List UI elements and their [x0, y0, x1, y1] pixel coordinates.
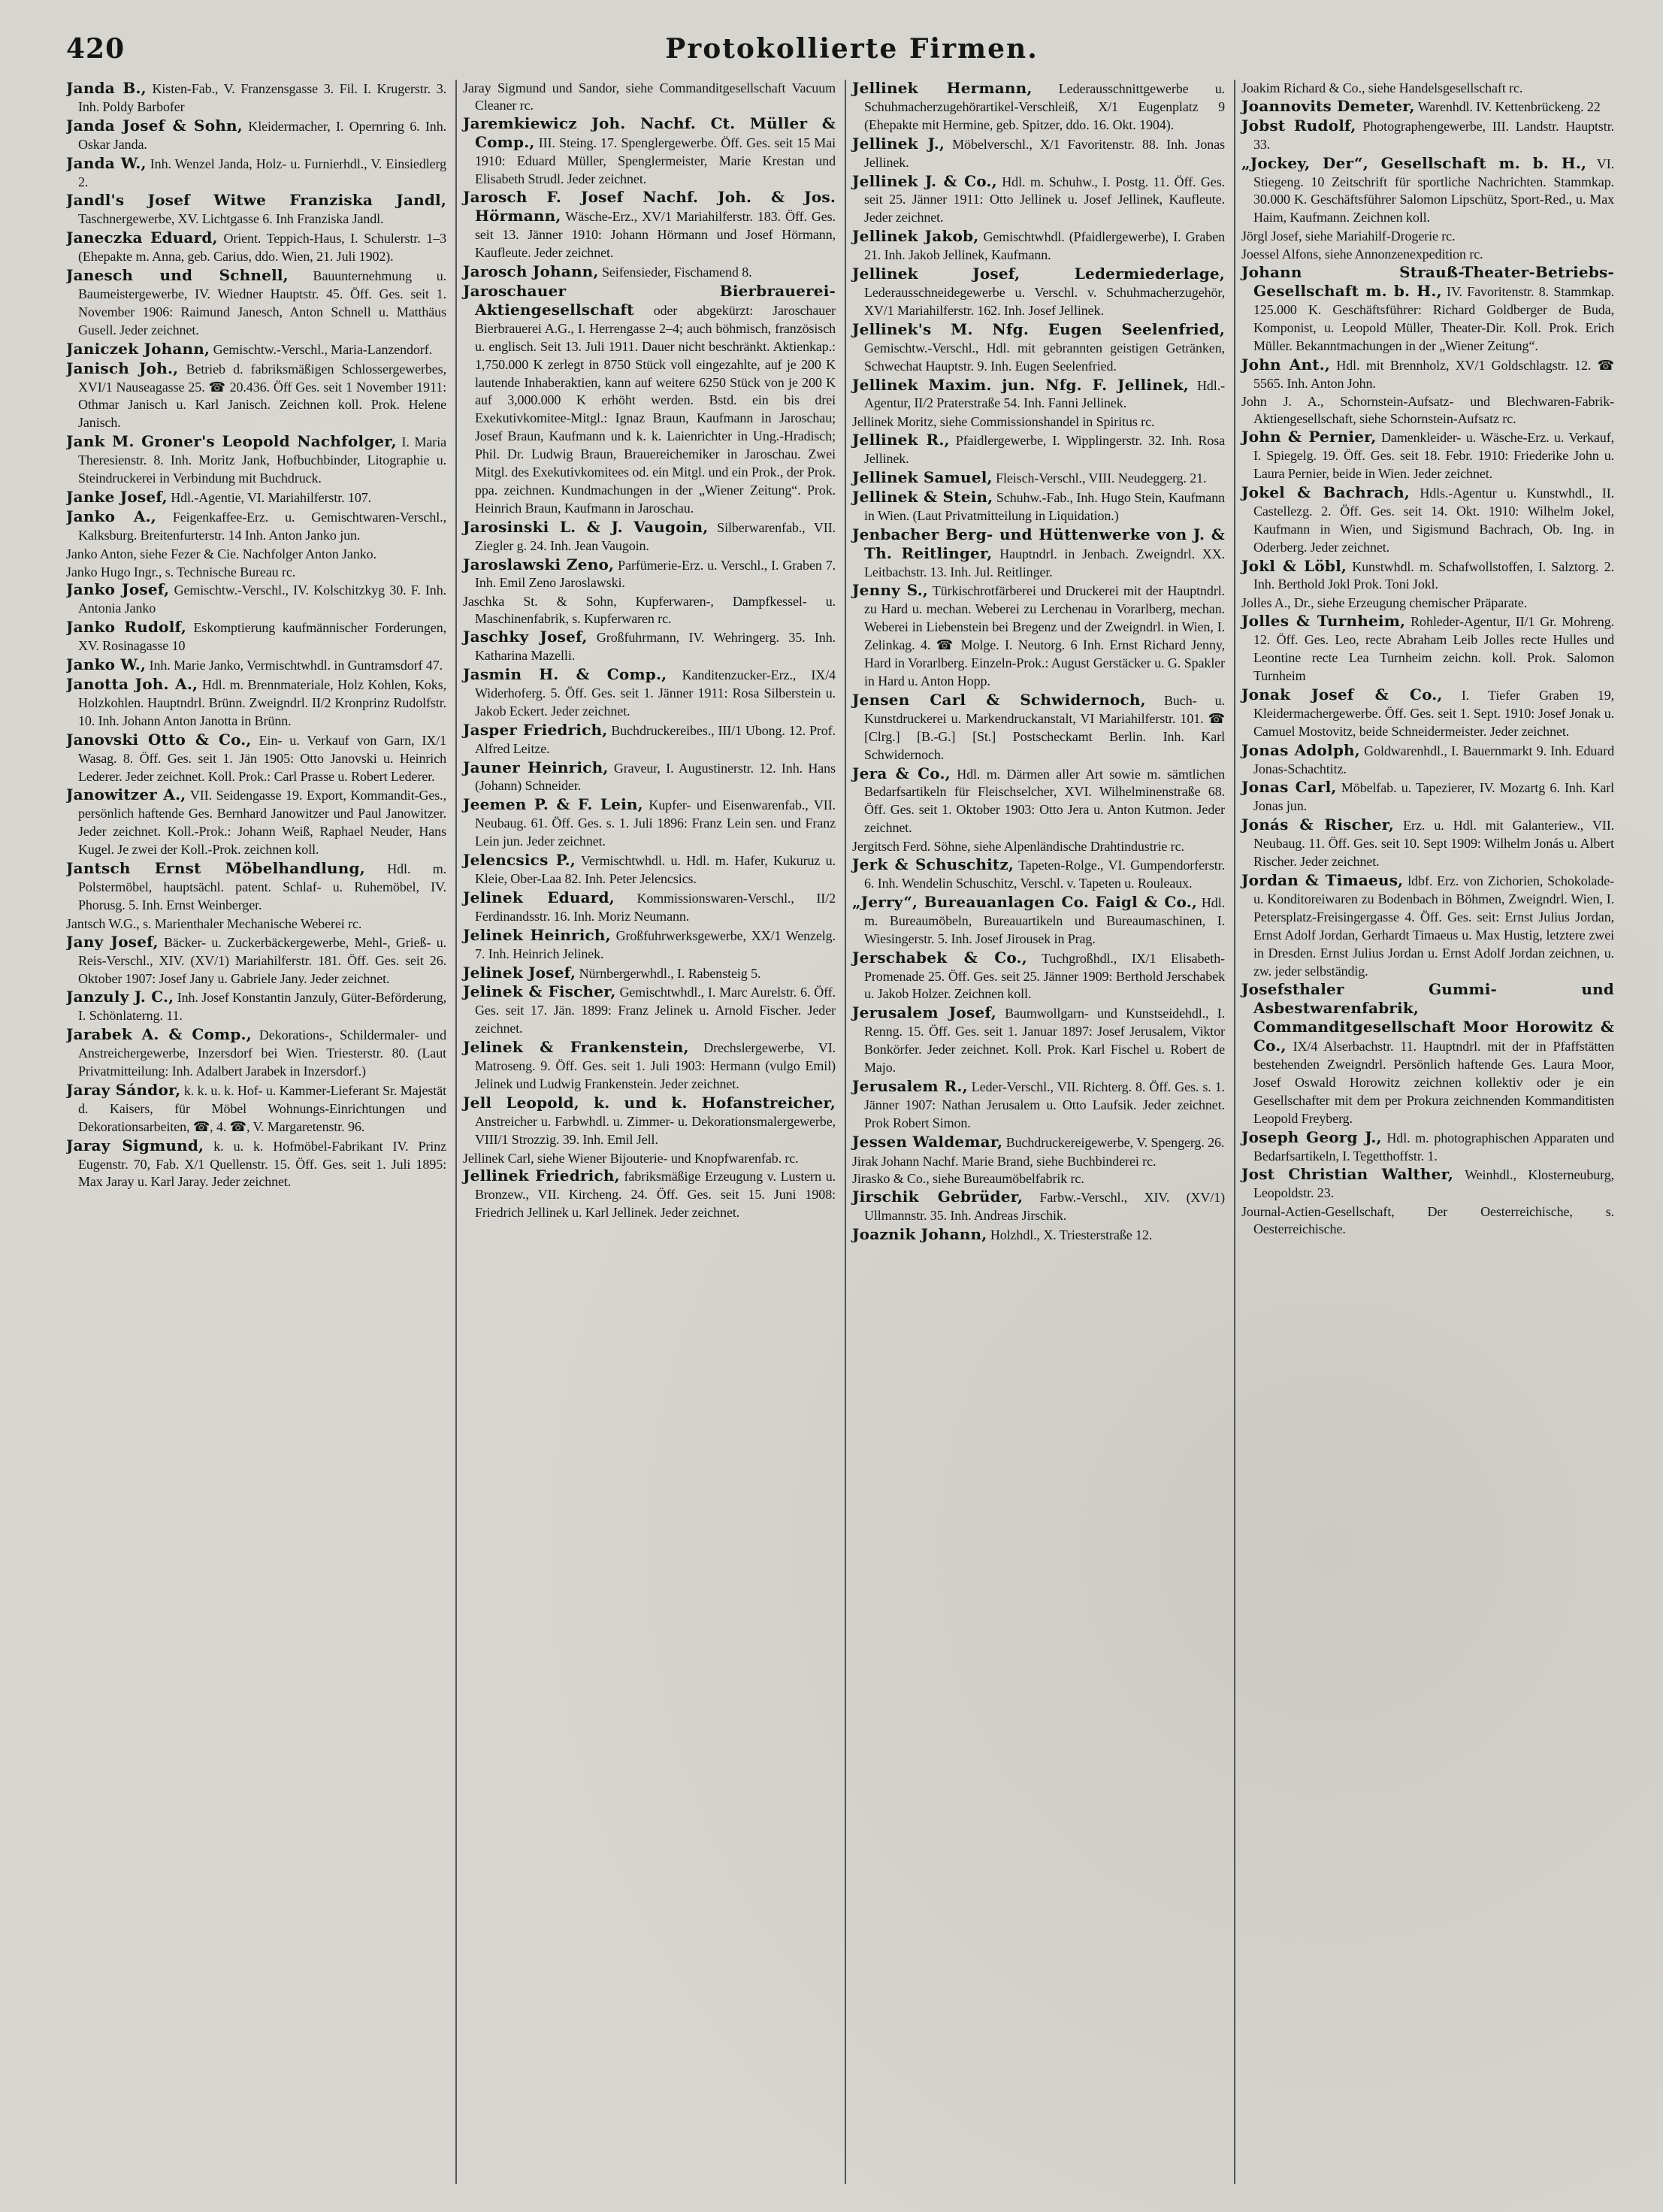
firm-name: Jirschik Gebrüder,	[852, 1188, 1024, 1206]
firm-name: Jokel & Bachrach,	[1241, 483, 1411, 501]
firm-details: Hdl. m. Bureaumöbeln, Bureauartikeln und Bureaumaschinen, I. Wiesingerstr. 5. Inh. Josef Jirousek in Prag.	[864, 894, 1225, 946]
firm-details: Buch- u. Kunstdruckerei u. Markendruckanstalt, VI Mariahilferstr. 101. ☎ [Clrg.] [B.-G.] [St.] Postscheckamt Berlin. Inh. Karl Schwidernoch.	[864, 692, 1225, 762]
firm-details: Goldwarenhdl., I. Bauernmarkt 9. Inh. Eduard Jonas-Schachtitz.	[1253, 743, 1614, 776]
firm-entry	[66, 340, 446, 359]
firm-details: Hdl. m. photographischen Apparaten und Bedarfsartikeln, I. Tegetthoffstr. 1.	[1253, 1130, 1614, 1163]
firm-name: Jaroschauer Bierbrauerei-Aktiengesellschaft	[463, 281, 836, 319]
firm-entry	[852, 1133, 1225, 1152]
firm-entry: Jörgl Josef, siehe Mariahilf-Drogerie rc.	[1241, 228, 1456, 244]
firm-name: Jaremkiewicz Joh. Nachf. Ct. Müller & Comp.,	[463, 113, 836, 151]
firm-name: Jarabek A. & Comp.,	[66, 1025, 252, 1044]
firm-entry	[66, 1137, 446, 1192]
firm-details: Kommissionswaren-Verschl., II/2 Ferdinandsstr. 16. Inh. Moriz Neumann.	[475, 890, 836, 924]
firm-entry	[852, 856, 1225, 893]
column-4	[1234, 80, 1614, 2184]
firm-details: Hauptndrl. in Jenbach. Zweigndrl. XX. Leitbachstr. 13. Inh. Jul. Reitlinger.	[864, 546, 1225, 579]
firm-details: Gemischtwhdl. (Pfaidlergewerbe), I. Graben 21. Inh. Jakob Jellinek, Kaufmann.	[864, 229, 1225, 263]
firm-name: John Ant.,	[1241, 355, 1331, 374]
firm-name: Jellinek's M. Nfg. Eugen Seelenfried,	[852, 319, 1225, 338]
firm-name: Jonak Josef & Co.,	[1241, 685, 1443, 704]
firm-entry	[852, 489, 1225, 525]
firm-entry	[852, 1078, 1225, 1133]
firm-name: Jelencsics P.,	[463, 851, 576, 870]
firm-name: Jelinek & Fischer,	[463, 982, 616, 1001]
firm-details: oder abgekürzt: Jaroschauer Bierbrauerei A.G., I. Herrengasse 2–4; auch böhmisch, französisch u. englisch. Seit 13. Juli 1911. Dauer nicht beschränkt. Aktienkap.: 1,750.000 K zerlegt in 8750 Stück voll eingezahlte, auf je 200 K lautende Inhaberaktien, kann auf weitere 6250 Stück von je 200 K auf 3,000.000 K erhöht werden. Bstd. ein bis drei Exekutivkomitee-Mitgl.: Ignaz Braun, Kaufmann in Jaroschau; Josef Braun, Kaufmann und k. k. Laienrichter in Ung.-Hradisch; Phil. Dr. Ludwig Braun, Brauereichemiker in Jaroschau. Zwei Mitgl. des Exekutivkomitees od. ein Mitgl. und ein Prok., der Prok. ppa. zeichnen. Kundmachungen in der „Wiener Zeitung“. Prok. Heinrich Braun, Kaufmann in Jaroschau.	[475, 302, 836, 516]
firm-details: Inh. Wenzel Janda, Holz- u. Furnierhdl., V. Einsiedlerg 2.	[78, 156, 446, 189]
firm-entry	[1241, 117, 1614, 154]
firm-name: Jenbacher Berg- und Hüttenwerke von J. & Th. Reitlinger,	[852, 525, 1225, 562]
firm-details: Wäsche-Erz., XV/1 Mariahilferstr. 183. Öff. Ges. seit 13. Jänner 1910: Johann Hörmann und Josef Hörmann, Kaufleute. Jeder zeichnet.	[475, 209, 836, 261]
firm-name: Jaroslawski Zeno,	[463, 555, 615, 573]
firm-entry	[852, 582, 1225, 690]
firm-entry	[1241, 1129, 1614, 1166]
firm-details: Eskomptierung kaufmännischer Forderungen, XV. Rosinagasse 10	[78, 620, 446, 654]
firm-entry	[463, 722, 836, 758]
firm-entry	[1241, 1166, 1614, 1203]
firm-entry	[463, 519, 836, 555]
firm-name: Janeczka Eduard,	[66, 228, 218, 247]
firm-entry	[66, 192, 446, 228]
firm-name: Janko A.,	[66, 507, 156, 525]
firm-name: Janiczek Johann,	[66, 339, 210, 358]
firm-entry	[66, 860, 446, 915]
firm-entry: Jaray Sigmund und Sandor, siehe Commanditgesellschaft Vacuum Cleaner rc.	[463, 80, 836, 113]
firm-details: Nürnbergerwhdl., I. Rabensteig 5.	[576, 965, 761, 981]
firm-entry	[1241, 779, 1614, 816]
firm-name: Jaray Sándor,	[66, 1080, 181, 1099]
firm-entry	[852, 1226, 1225, 1245]
firm-name: Jauner Heinrich,	[463, 758, 609, 776]
firm-details: Holzhdl., X. Triesterstraße 12.	[987, 1227, 1153, 1243]
firm-entry	[463, 796, 836, 851]
column-2	[455, 80, 836, 2184]
firm-entry	[463, 889, 836, 926]
firm-name: Jellinek R.,	[852, 431, 950, 449]
firm-entry: Janko Hugo Ingr., s. Technische Bureau rc.	[66, 564, 296, 579]
firm-name: Jelinek Josef,	[463, 963, 576, 982]
firm-details: Kunstwhdl. m. Schafwollstoffen, I. Salztorg. 2. Inh. Berthold Jokl Prok. Toni Jokl.	[1253, 558, 1614, 592]
firm-details: k. u. k. Hofmöbel-Fabrikant IV. Prinz Eugenstr. 70, Fab. X/1 Quellenstr. 15. Öff. Ges. seit 1. Juli 1895: Max Jaray u. Karl Jaray. Jeder zeichnet.	[78, 1138, 446, 1190]
firm-entry	[852, 894, 1225, 949]
firm-details: I. Maria Theresienstr. 8. Inh. Moritz Jank, Hofbuchbinder, Litographie u. Steindruckerei in Verbindung mit Buchdruck.	[78, 434, 446, 486]
firm-details: Leder-Verschl., VII. Richterg. 8. Öff. Ges. s. 1. Jänner 1907: Nathan Jerusalem u. Otto Laufsik. Jeder zeichnet. Prok Robert Simon.	[864, 1079, 1225, 1130]
firm-details: Tuchgroßhdl., IX/1 Elisabeth-Promenade 25. Öff. Ges. seit 25. Jänner 1909: Berthold Jerschabek u. Jakob Holzer. Zeichnen koll.	[864, 950, 1225, 1002]
firm-name: Janda Josef & Sohn,	[66, 116, 243, 135]
firm-details: Hdl. m. Därmen aller Art sowie m. sämtlichen Bedarfsartikeln für Fleischselcher, XVI. Wilhelminenstraße 68. Öff. Ges. seit 1. Oktober 1903: Otto Jera u. Anton Kutmon. Jeder zeichnet.	[864, 766, 1225, 836]
page-number: 420	[66, 33, 125, 65]
firm-name: Jellinek Maxim. jun. Nfg. F. Jellinek,	[852, 375, 1189, 394]
firm-details: Vermischtwhdl. u. Hdl. m. Hafer, Kukuruz u. Kleie, Ober-Laa 82. Inh. Peter Jelencsics.	[475, 853, 836, 886]
firm-name: Jessen Waldemar,	[852, 1132, 1003, 1151]
firm-name: Jany Josef,	[66, 932, 159, 951]
firm-entry	[852, 377, 1225, 413]
firm-name: Joseph Georg J.,	[1241, 1127, 1382, 1146]
firm-entry	[463, 852, 836, 888]
firm-details: Feigenkaffee-Erz. u. Gemischtwaren-Verschl., Kalksburg. Breitenfurterstr. 14 Inh. Anton Janko jun.	[78, 509, 446, 543]
firm-name: Jasmin H. & Comp.,	[463, 665, 667, 683]
firm-name: Johann Strauß-Theater-Betriebs-Gesellschaft m. b. H.,	[1241, 263, 1614, 300]
firm-name: Jarosch Johann,	[463, 262, 599, 281]
firm-details: VII. Seidengasse 19. Export, Kommandit-Ges., persönlich haftende Ges. Bernhard Janowitzer und Paul Janowitzer. Jeder zeichnet. Koll.-Prok.: Johann Weiß, Raphael Neuder, Hans Kugel. Je zwei der Koll.-Prok. zeichnen koll.	[78, 788, 446, 858]
firm-details: Gemischtw.-Verschl., Maria-Lanzendorf.	[210, 341, 433, 357]
firm-entry	[463, 1039, 836, 1094]
firm-entry	[463, 115, 836, 189]
firm-entry	[66, 619, 446, 655]
firm-details: Seifensieder, Fischamend 8.	[598, 265, 752, 280]
firm-details: Warenhdl. IV. Kettenbrückeng. 22	[1414, 98, 1601, 114]
firm-details: Inh. Josef Konstantin Janzuly, Güter-Beförderung, I. Schönlaterng. 11.	[78, 990, 446, 1024]
firm-entry	[1241, 742, 1614, 779]
firm-details: Bauunternehmung u. Baumeistergewerbe, IV. Wiedner Hauptstr. 45. Öff. Ges. seit 1. November 1906: Raimund Janesch, Anton Schnell u. Matthäus Gusell. Jeder zeichnet.	[78, 268, 446, 337]
firm-name: Jonas Adolph,	[1241, 740, 1360, 759]
firm-details: Betrieb d. fabriksmäßigen Schlossergewerbes, XVI/1 Nauseagasse 25. ☎ 20.436. Öff Ges. seit 1 November 1911: Othmar Janisch u. Karl Janisch. Zeichnen koll. Prok. Helene Janisch.	[78, 361, 446, 431]
firm-entry	[463, 283, 836, 518]
firm-details: k. k. u. k. Hof- u. Kammer-Lieferant Sr. Majestät d. Kaisers, für Möbel Wohnungs-Einrichtungen und Dekorationsarbeiten, ☎, 4. ☎, V. Margaretenstr. 96.	[78, 1082, 446, 1134]
firm-details: Gemischtw.-Verschl., Hdl. mit gebrannten geistigen Getränken, Schwechat Hauptstr. 9. Inh. Eugen Seelenfried.	[864, 340, 1225, 374]
firm-details: Graveur, I. Augustinerstr. 12. Inh. Hans (Johann) Schneider.	[475, 760, 836, 794]
firm-name: Janzuly J. C.,	[66, 988, 174, 1006]
firm-entry	[1241, 981, 1614, 1127]
firm-details: Fleisch-Verschl., VIII. Neudeggerg. 21.	[992, 471, 1207, 486]
firm-entry	[463, 759, 836, 796]
firm-details: Hdl. m. Brennmateriale, Holz Kohlen, Koks, Holzkohlen. Hauptndrl. Brünn. Zweigndrl. II/2 Kronprinz Rudolfstr. 10. Inh. Johann Anton Janotta in Brünn.	[78, 677, 446, 728]
firm-details: Hdl. mit Brennholz, XV/1 Goldschlagstr. 12. ☎ 5565. Inh. Anton John.	[1253, 357, 1614, 391]
firm-entry	[66, 229, 446, 266]
firm-name: Jolles & Turnheim,	[1241, 612, 1406, 631]
firm-name: Jokl & Löbl,	[1241, 556, 1347, 575]
firm-entry	[852, 80, 1225, 135]
firm-details: Hdl.-Agentie, VI. Mariahilferstr. 107.	[167, 489, 372, 505]
firm-entry	[1241, 816, 1614, 871]
firm-details: Bäcker- u. Zuckerbäckergewerbe, Mehl-, Grieß- u. Reis-Verschl., XIV. (XV/1) Mariahilferstr. 181. Öff. Ges. seit 26. Oktober 1907: Josef Jany u. Gabriele Jany. Jeder zeichnet.	[78, 934, 446, 986]
firm-entry	[66, 581, 446, 618]
firm-name: Janowitzer A.,	[66, 785, 186, 804]
firm-details: Baumwollgarn- und Kunstseidehdl., I. Renng. 15. Öff. Ges. seit 1. Januar 1897: Josef Jerusalem, Viktor Bonkörfer. Jeder zeichnet. Koll. Prok. Karl Fischel u. Robert de Majo.	[864, 1006, 1225, 1076]
firm-entry: John J. A., Schornstein-Aufsatz- und Blechwaren-Fabrik-Aktiengesellschaft, siehe Schornstein-Aufsatz rc.	[1241, 394, 1614, 427]
firm-name: Jera & Co.,	[852, 764, 951, 782]
firm-entry	[463, 1094, 836, 1149]
firm-entry	[1241, 484, 1614, 557]
firm-name: Jell Leopold, k. und k. Hofanstreicher,	[463, 1093, 836, 1112]
firm-name: Jobst Rudolf,	[1241, 116, 1356, 135]
firm-name: Jellinek Josef, Ledermiederlage,	[852, 265, 1225, 283]
firm-details: ldbf. Erz. von Zichorien, Schokolade- u. Konditoreiwaren zu Bodenbach in Böhmen, Zweigndrl. Wien, I. Petersplatz-Freisingergasse 4. Öff. Ges. seit: Ernst Julius Jordan, Ernst Adolf Jordan, Gerhardt Timaeus u. Max Hustig, letztere zwei in Dresden. Ernst Julius Jordan u. Ernst Adolf Jordan zeichnen, u. zw. jeder selbständig.	[1253, 873, 1614, 979]
firm-entry	[852, 469, 1225, 488]
firm-details: Anstreicher u. Farbwhdl. u. Zimmer- u. Dekorationsmalergewerbe, VIII/1 Strozzig. 39. Inh. Emil Jell.	[475, 1113, 836, 1147]
firm-name: „Jockey, Der“, Gesellschaft m. b. H.,	[1241, 153, 1587, 172]
firm-entry: Jirasko & Co., siehe Bureaumöbelfabrik rc.	[852, 1171, 1084, 1187]
firm-name: Jenny S.,	[852, 581, 929, 600]
columns-container	[66, 80, 1637, 2184]
firm-details: Großfuhrwerksgewerbe, XX/1 Wenzelg. 7. Inh. Heinrich Jelinek.	[475, 927, 836, 961]
firm-name: Jelinek & Frankenstein,	[463, 1038, 689, 1057]
firm-name: John & Pernier,	[1241, 428, 1377, 446]
firm-details: Drechslergewerbe, VI. Matroseng. 9. Öff. Ges. seit 1. Juli 1903: Hermann (vulgo Emil) Jelinek und Ludwig Frankenstein. Jeder zeichnet.	[475, 1040, 836, 1091]
firm-details: Parfümerie-Erz. u. Verschl., I. Graben 7. Inh. Emil Zeno Jaroslawski.	[475, 557, 836, 591]
firm-details: Möbelfab. u. Tapezierer, IV. Mozartg 6. Inh. Karl Jonas jun.	[1253, 780, 1614, 814]
firm-name: Joaznik Johann,	[852, 1225, 987, 1244]
firm-entry	[66, 1082, 446, 1136]
firm-entry	[66, 1026, 446, 1081]
firm-entry	[1241, 428, 1614, 483]
firm-name: Jerusalem R.,	[852, 1076, 968, 1095]
firm-name: Janko Rudolf,	[66, 618, 187, 637]
firm-entry	[463, 189, 836, 262]
firm-name: Jensen Carl & Schwidernoch,	[852, 690, 1146, 709]
firm-entry	[1241, 98, 1614, 117]
firm-entry	[852, 949, 1225, 1004]
firm-name: Janke Josef,	[66, 487, 168, 506]
firm-details: Weinhdl., Klosterneuburg, Leopoldstr. 23.	[1253, 1167, 1614, 1201]
firm-details: Hdl. m. Polstermöbel, hauptsächl. patent. Schlaf- u. Ruhemöbel, IV. Phorusg. 5. Inh. Ernst Weinberger.	[78, 861, 446, 912]
firm-entry	[852, 173, 1225, 228]
firm-details: III. Steing. 17. Spenglergewerbe. Öff. Ges. seit 15 Mai 1910: Eduard Müller, Spenglermeister, Marie Krestan und Elisabeth Strudl. Jeder zeichnet.	[475, 135, 836, 186]
firm-details: fabriksmäßige Erzeugung v. Lustern u. Bronzew., VII. Kircheng. 24. Öff. Ges. seit 15. Juni 1908: Friedrich Jellinek u. Karl Jellinek. Jeder zeichnet.	[475, 1169, 836, 1221]
firm-name: Jank M. Groner's Leopold Nachfolger,	[66, 432, 397, 451]
firm-entry	[463, 666, 836, 721]
firm-details: Silberwarenfab., VII. Ziegler g. 24. Inh. Jean Vaugoin.	[475, 519, 836, 553]
firm-name: Janesch und Schnell,	[66, 266, 289, 285]
firm-entry	[463, 1167, 836, 1222]
firm-entry	[463, 628, 836, 665]
firm-entry	[1241, 356, 1614, 393]
firm-entry	[463, 983, 836, 1038]
firm-details: IV. Favoritenstr. 8. Stammkap. 125.000 K. Geschäftsführer: Richard Goldberger de Buda, Komponist, u. Leopold Müller, Theater-Dir. Koll. Prok. Erich Müller. Bekanntmachungen in der „Wiener Zeitung“.	[1253, 283, 1614, 353]
firm-details: Buchdruckereibes., III/1 Ubong. 12. Prof. Alfred Leitze.	[475, 722, 836, 756]
firm-details: Erz. u. Hdl. mit Galanteriew., VII. Neubaug. 11. Öff. Ges. seit 10. Sept 1909: Wilhelm Jonás u. Albert Rischer. Jeder zeichnet.	[1253, 818, 1614, 870]
firm-details: Taschnergewerbe, XV. Lichtgasse 6. Inh Franziska Jandl.	[78, 211, 384, 227]
firm-details: Türkischrotfärberei und Druckerei mit der Hauptndrl. zu Hard u. mechan. Weberei zu Lerchenau in Vorarlberg, mechan. Weberei in Liebenstein bei Bregenz und der Zweigndrl. in Wien, I. Zelinkag. 4. ☎ Molge. I. Neutorg. 6 Inh. Ernst Richard Jenny, Hard in Vorarlberg. Einzeln-Prok.: August Gerstäcker u. G. Spakler in Hard u. Anton Hopp.	[864, 583, 1225, 688]
firm-entry: Jantsch W.G., s. Marienthaler Mechanische Weberei rc.	[66, 915, 362, 931]
firm-name: Jonas Carl,	[1241, 778, 1337, 797]
firm-entry	[463, 263, 836, 282]
firm-details: Damenkleider- u. Wäsche-Erz. u. Verkauf, I. Spiegelg. 19. Öff. Ges. seit 18. Febr. 1910: Friederike John u. Laura Pernier, beide in Wien. Jeder zeichnet.	[1253, 430, 1614, 482]
firm-entry	[1241, 872, 1614, 980]
firm-name: Janisch Joh.,	[66, 359, 179, 377]
firm-details: IX/4 Alserbachstr. 11. Hauptndrl. mit der in Pfaffstätten bestehenden Zweigndrl. Persönlich haftende Ges. Laura Moor, Josef Oswald Horowitz zeichnen kollektiv oder je ein Gesellschafter mit dem per Prokura zeichnenden Kommanditisten Leopold Freyberg.	[1253, 1039, 1614, 1126]
firm-name: Jellinek J.,	[852, 134, 945, 153]
firm-details: Kanditenzucker-Erz., IX/4 Widerhoferg. 5. Öff. Ges. seit 1. Jänner 1911: Rosa Silberstein u. Jakob Eckert. Jeder zeichnet.	[475, 667, 836, 719]
firm-details: Buchdruckereigewerbe, V. Spengerg. 26.	[1002, 1134, 1225, 1150]
firm-entry	[852, 1004, 1225, 1077]
firm-name: Jellinek & Stein,	[852, 487, 993, 506]
firm-name: Jarosinski L. & J. Vaugoin,	[463, 517, 709, 536]
firm-name: Janovski Otto & Co.,	[66, 730, 252, 749]
firm-entry	[852, 431, 1225, 468]
firm-name: Jeemen P. & F. Lein,	[463, 795, 643, 814]
firm-name: Jellinek Samuel,	[852, 468, 993, 487]
firm-entry	[852, 265, 1225, 320]
firm-name: Joannovits Demeter,	[1241, 96, 1415, 115]
firm-name: Jaray Sigmund,	[66, 1136, 204, 1154]
firm-details: VI. Stiegeng. 10 Zeitschrift für sportliche Nachrichten. Stammkap. 30.000 K. Geschäftsführer Salomon Lipschütz, Sport-Red., u. Max Haim, Kaufmann. Zeichnen koll.	[1253, 156, 1614, 225]
firm-details: Farbw.-Verschl., XIV. (XV/1) Ullmannstr. 35. Inh. Andreas Jirschik.	[864, 1190, 1225, 1224]
firm-name: Jerusalem Josef,	[852, 1003, 996, 1022]
running-head-title: Protokollierte Firmen.	[665, 33, 1039, 65]
firm-entry	[1241, 613, 1614, 685]
firm-details: Hdl. m. Schuhw., I. Postg. 11. Öff. Ges. seit 25. Jänner 1911: Otto Jellinek u. Josef Jellinek, Kaufleute. Jeder zeichnet.	[864, 174, 1225, 225]
firm-name: Jelinek Heinrich,	[463, 925, 611, 944]
firm-name: Jellinek Jakob,	[852, 227, 979, 246]
column-3	[845, 80, 1225, 2184]
firm-name: Jandl's Josef Witwe Franziska Jandl,	[66, 191, 446, 210]
firm-name: Jerschabek & Co.,	[852, 948, 1027, 967]
firm-details: Pfaidlergewerbe, I. Wipplingerstr. 32. Inh. Rosa Jellinek.	[864, 433, 1225, 467]
firm-entry	[66, 676, 446, 731]
firm-details: Möbelverschl., X/1 Favoritenstr. 88. Inh. Jonas Jellinek.	[864, 136, 1225, 170]
firm-entry	[1241, 264, 1614, 356]
firm-entry	[66, 80, 446, 117]
firm-entry	[66, 786, 446, 859]
firm-details: Gemischtw.-Verschl., IV. Kolschitzkyg 30. F. Inh. Antonia Janko	[78, 583, 446, 616]
firm-entry	[463, 964, 836, 983]
firm-name: Jaschky Josef,	[463, 628, 588, 646]
firm-entry: Jirak Johann Nachf. Marie Brand, siehe Buchbinderei rc.	[852, 1153, 1157, 1169]
firm-entry	[66, 267, 446, 340]
firm-entry: Janko Anton, siehe Fezer & Cie. Nachfolger Anton Janko.	[66, 546, 376, 561]
firm-entry	[66, 155, 446, 192]
firm-details: Lederausschnittgewerbe u. Schuhmacherzugehörartikel-Verschleiß, X/1 Eugenplatz 9 (Ehepakte mit Hermine, geb. Spitzer, ddo. 16. Okt. 1904).	[864, 81, 1225, 132]
firm-entry	[852, 765, 1225, 838]
firm-details: Tapeten-Rolge., VI. Gumpendorferstr. 6. Inh. Wendelin Schuschitz, Verschl. v. Tapeten u. Rouleaux.	[864, 858, 1225, 891]
firm-name: Jordan & Timaeus,	[1241, 870, 1404, 889]
firm-name: Jellinek Friedrich,	[463, 1167, 620, 1185]
firm-name: Janko Josef,	[66, 580, 170, 599]
firm-entry: Joessel Alfons, siehe Annonzenexpedition rc.	[1241, 247, 1483, 262]
firm-entry	[852, 691, 1225, 764]
firm-entry	[66, 360, 446, 433]
firm-name: Janda W.,	[66, 153, 147, 172]
firm-entry: Journal-Actien-Gesellschaft, Der Oesterreichische, s. Oesterreichische.	[1241, 1204, 1614, 1237]
firm-details: Hdl.-Agentur, II/2 Praterstraße 54. Inh. Fanni Jellinek.	[864, 377, 1225, 411]
firm-entry	[852, 321, 1225, 376]
firm-details: Kisten-Fab., V. Franzensgasse 3. Fil. I. Krugerstr. 3. Inh. Poldy Barbofer	[78, 81, 446, 114]
column-1	[66, 80, 446, 2184]
firm-entry	[852, 135, 1225, 172]
firm-details: Photographengewerbe, III. Landstr. Hauptstr. 33.	[1253, 118, 1614, 152]
firm-details: Hdls.-Agentur u. Kunstwhdl., II. Castellezg. 2. Öff. Ges. seit 14. Okt. 1910: Wilhelm Jokel, Kaufmann in Wien, und Sigismund Bachrach, Ob. Ing. in Oderberg. Jeder zeichnet.	[1253, 485, 1614, 555]
firm-entry	[852, 228, 1225, 265]
firm-details: Ein- u. Verkauf von Garn, IX/1 Wasag. 8. Öff. Ges. seit 1. Jän 1905: Otto Janovski u. Heinrich Lederer. Jeder zeichnet. Koll. Prok.: Carl Prasse u. Robert Lederer.	[78, 732, 446, 784]
firm-name: Josefsthaler Gummi- und Asbestwarenfabrik, Commanditgesellschaft Moor Horowitz & Co.,	[1241, 980, 1614, 1055]
firm-entry	[463, 927, 836, 964]
firm-name: Jellinek J. & Co.,	[852, 171, 997, 190]
firm-details: Schuhw.-Fab., Inh. Hugo Stein, Kaufmann in Wien. (Laut Privatmitteilung in Liquidation.)	[864, 489, 1225, 523]
firm-name: Jost Christian Walther,	[1241, 1165, 1454, 1184]
firm-entry	[66, 988, 446, 1025]
firm-details: Rohleder-Agentur, II/1 Gr. Mohreng. 12. Öff. Ges. Leo, recte Abraham Leib Jolles recte Hulles und Leontine recte Lea Turnheim zeichn. koll. Prok. Salomon Turnheim	[1253, 614, 1614, 683]
firm-entry: Joakim Richard & Co., siehe Handelsgesellschaft rc.	[1241, 80, 1523, 95]
firm-entry	[66, 117, 446, 154]
firm-entry	[66, 433, 446, 488]
firm-details: I. Tiefer Graben 19, Kleidermachergewerbe. Öff. Ges. seit 1. Sept. 1910: Josef Jonak u. Camuel Mostovitz, beide Schneidermeister. Jeder zeichnet.	[1253, 687, 1614, 739]
firm-details: Kupfer- und Eisenwarenfab., VII. Neubaug. 61. Öff. Ges. s. 1. Juli 1896: Franz Lein sen. und Franz Lein jun. Jeder zeichnet.	[475, 797, 836, 849]
firm-name: Jelinek Eduard,	[463, 888, 615, 906]
firm-name: Jellinek Hermann,	[852, 80, 1033, 97]
firm-details: Inh. Marie Janko, Vermischtwhdl. in Guntramsdorf 47.	[146, 658, 443, 673]
firm-entry: Jaschka St. & Sohn, Kupferwaren-, Dampfkessel- u. Maschinenfabrik, s. Kupferwaren rc.	[463, 594, 836, 627]
firm-details: Kleidermacher, I. Opernring 6. Inh. Oskar Janda.	[78, 118, 446, 152]
firm-details: Orient. Teppich-Haus, I. Schulerstr. 1–3 (Ehepakte m. Anna, geb. Carius, ddo. Wien, 21. Juli 1902).	[78, 231, 446, 265]
firm-name: Janda B.,	[66, 80, 147, 97]
firm-details: Dekorations-, Schildermaler- und Anstreichergewerbe, Inzersdorf bei Wien. Triesterstr. 80. (Laut Privatmitteilung: Inh. Adalbert Jarabek in Inzersdorf.)	[78, 1027, 446, 1079]
firm-details: Lederausschneidegewerbe u. Verschl. v. Schuhmacherzugehör, XV/1 Mariahilferstr. 162. Inh. Josef Jellinek.	[864, 284, 1225, 318]
firm-entry: Jellinek Moritz, siehe Commissionshandel in Spiritus rc.	[852, 414, 1155, 430]
firm-entry: Jergitsch Ferd. Söhne, siehe Alpenländische Drahtindustrie rc.	[852, 839, 1184, 855]
firm-details: Gemischtwhdl., I. Marc Aurelstr. 6. Öff. Ges. seit 17. Jän. 1899: Franz Jelinek u. Arnold Fischer. Jeder zeichnet.	[475, 985, 836, 1036]
firm-name: Jarosch F. Josef Nachf. Joh. & Jos. Hörmann,	[463, 188, 836, 225]
firm-entry	[1241, 558, 1614, 595]
firm-name: „Jerry“, Bureauanlagen Co. Faigl & Co.,	[852, 892, 1198, 911]
firm-entry	[66, 934, 446, 988]
firm-entry: Jolles A., Dr., siehe Erzeugung chemischer Präparate.	[1241, 595, 1528, 611]
firm-details: Großfuhrmann, IV. Wehringerg. 35. Inh. Katharina Mazelli.	[475, 630, 836, 664]
firm-name: Jonás & Rischer,	[1241, 816, 1395, 834]
page-header	[66, 27, 1637, 80]
firm-entry: Jellinek Carl, siehe Wiener Bijouterie- und Knopfwarenfab. rc.	[463, 1150, 799, 1166]
firm-entry	[852, 1188, 1225, 1225]
firm-entry	[66, 731, 446, 786]
firm-entry	[66, 656, 446, 675]
firm-entry	[463, 556, 836, 593]
firm-entry	[1241, 686, 1614, 741]
firm-entry	[1241, 155, 1614, 228]
firm-name: Janko W.,	[66, 655, 147, 674]
firm-entry	[66, 508, 446, 545]
firm-entry	[852, 526, 1225, 582]
firm-entry	[66, 489, 446, 507]
firm-name: Jerk & Schuschitz,	[852, 855, 1014, 874]
firm-name: Janotta Joh. A.,	[66, 675, 198, 693]
firm-name: Jantsch Ernst Möbelhandlung,	[66, 859, 365, 878]
firm-name: Jasper Friedrich,	[463, 720, 608, 739]
